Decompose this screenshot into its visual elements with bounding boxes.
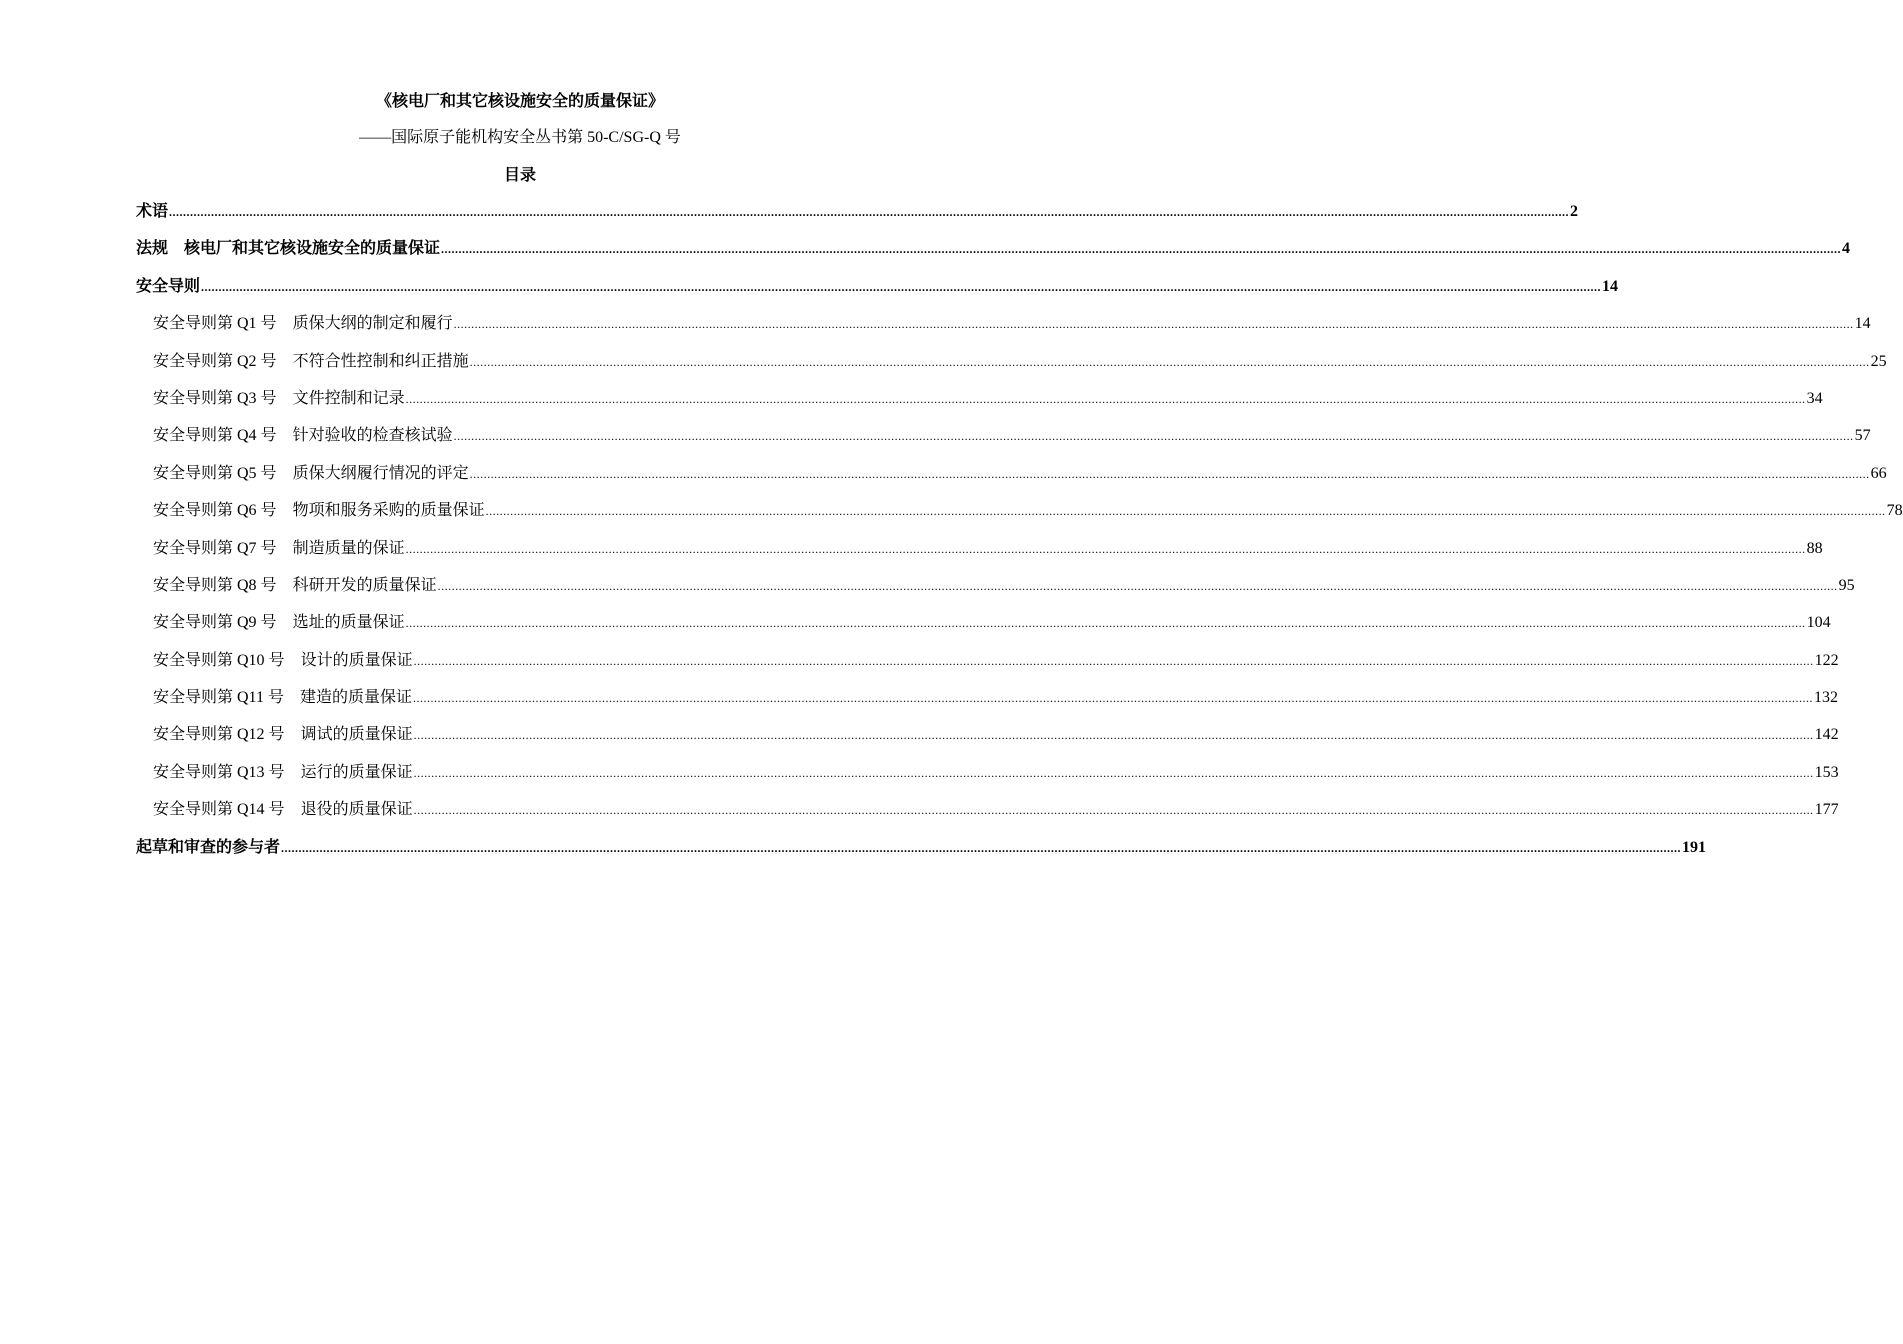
toc-entry[interactable] [136,463,1887,500]
toc-entry-page-number: 25 [1870,352,1887,370]
toc-entry-label [153,388,405,410]
toc-entry[interactable] [136,238,1851,275]
toc-dot-leader: ................................................................................................................................................................................................................................................................................................................................................................................................................ [201,279,1602,294]
toc-entry-page-number: 122 [1814,651,1839,669]
toc-entry[interactable] [136,837,1707,874]
toc-entry-title: 科研开发的质量保证 [292,576,437,594]
toc-entry-code: 安全导则第 Q10 号 [153,651,285,669]
toc-entry-label [153,575,437,597]
toc-entry-page-number: 104 [1806,614,1831,632]
toc-entry-label [153,500,485,522]
toc-entry-code: 安全导则第 Q6 号 [153,502,277,520]
toc-entry-page-number: 153 [1814,763,1839,781]
toc-entry-label [136,201,168,223]
toc-entry-page-number: 4 [1842,240,1851,258]
toc-entry-code: 安全导则第 Q9 号 [153,614,277,632]
toc-entry-code: 安全导则第 Q2 号 [153,352,277,370]
toc-dot-leader: ................................................................................................................................................................................................................................................................................................................................................................................................................ [413,728,1814,743]
toc-entry[interactable] [136,799,1839,836]
toc-entry-title: 针对验收的检查核试验 [292,427,453,445]
toc-entry-code: 安全导则第 Q4 号 [153,427,277,445]
toc-dot-leader: ................................................................................................................................................................................................................................................................................................................................................................................................................ [469,466,1870,481]
toc-entry[interactable] [136,201,1579,238]
toc-entry-page-number: 2 [1570,203,1579,220]
toc-entry[interactable] [136,351,1887,388]
toc-entry-code: 安全导则第 Q5 号 [153,464,277,482]
toc-entry-page-number: 132 [1813,689,1838,707]
toc-dot-leader: ................................................................................................................................................................................................................................................................................................................................................................................................................ [441,242,1842,257]
toc-entry-label [153,724,413,746]
toc-entry[interactable] [136,388,1823,425]
toc-entry-code: 安全导则第 Q8 号 [153,576,277,594]
toc-entry-title: 不符合性控制和纠正措施 [292,352,469,370]
toc-entry-title: 选址的质量保证 [292,614,405,632]
toc-entry[interactable] [136,650,1839,687]
toc-entry-page-number: 88 [1806,539,1823,557]
toc-entry[interactable] [136,425,1871,462]
toc-entry[interactable] [136,612,1831,649]
toc-dot-leader: ................................................................................................................................................................................................................................................................................................................................................................................................................ [469,354,1870,369]
toc-dot-leader: ................................................................................................................................................................................................................................................................................................................................................................................................................ [405,541,1806,556]
toc-entry[interactable] [136,276,1619,313]
toc-entry-label [153,351,469,373]
toc-entry[interactable] [136,724,1839,761]
toc-entry-label [153,538,405,560]
toc-entry-code: 安全导则第 Q7 号 [153,539,277,557]
toc-entry-title: 调试的质量保证 [300,726,413,744]
toc-dot-leader: ................................................................................................................................................................................................................................................................................................................................................................................................................ [485,504,1886,519]
toc-entry[interactable] [136,762,1839,799]
toc-entry-code: 术语 [136,203,169,220]
document-subtitle: ——国际原子能机构安全丛书第 50-C/SG-Q 号 [359,129,681,146]
toc-entry-code: 法规 [136,240,169,258]
toc-entry-page-number: 95 [1838,576,1855,594]
toc-entry-title: 设计的质量保证 [300,651,413,669]
toc-entry-title: 制造质量的保证 [292,539,405,557]
toc-entry[interactable] [136,538,1823,575]
toc-entry-code: 起草和审查的参与者 [136,838,281,856]
toc-dot-leader: ................................................................................................................................................................................................................................................................................................................................................................................................................ [413,765,1814,780]
toc-dot-leader: ................................................................................................................................................................................................................................................................................................................................................................................................................ [412,691,1813,706]
toc-entry[interactable] [136,313,1871,350]
toc-entry-code: 安全导则 [136,277,201,295]
toc-dot-leader: ................................................................................................................................................................................................................................................................................................................................................................................................................ [405,391,1806,406]
toc-entry-label [153,313,453,335]
toc-dot-leader: ................................................................................................................................................................................................................................................................................................................................................................................................................ [453,429,1854,444]
toc-entry[interactable] [136,687,1838,724]
toc-entry-page-number: 78 [1886,502,1903,520]
document-title: 《核电厂和其它核设施安全的质量保证》 [375,93,664,110]
table-of-contents [136,201,1903,874]
toc-entry-title: 质保大纲的制定和履行 [292,315,453,333]
toc-entry-title: 文件控制和记录 [292,389,405,407]
toc-dot-leader: ................................................................................................................................................................................................................................................................................................................................................................................................................ [437,578,1838,593]
toc-entry-label [153,650,413,672]
toc-entry-code: 安全导则第 Q1 号 [153,315,277,333]
toc-entry-page-number: 191 [1682,838,1707,856]
toc-heading: 目录 [503,167,536,184]
toc-dot-leader: ................................................................................................................................................................................................................................................................................................................................................................................................................ [413,803,1814,818]
toc-entry-page-number: 34 [1806,389,1823,407]
toc-entry-label [136,238,440,260]
toc-entry-code: 安全导则第 Q13 号 [153,763,285,781]
toc-entry-label [153,425,453,447]
toc-entry-code: 安全导则第 Q3 号 [153,389,277,407]
toc-entry-page-number: 66 [1870,464,1887,482]
toc-entry-title: 质保大纲履行情况的评定 [292,464,469,482]
toc-entry-label [153,463,469,485]
toc-entry-page-number: 177 [1814,801,1839,819]
toc-entry-title: 物项和服务采购的质量保证 [292,502,485,520]
toc-dot-leader: ................................................................................................................................................................................................................................................................................................................................................................................................................ [453,317,1854,332]
toc-entry-title: 核电厂和其它核设施安全的质量保证 [184,240,441,258]
toc-entry-page-number: 57 [1854,427,1871,445]
toc-entry[interactable] [136,575,1855,612]
toc-entry-code: 安全导则第 Q14 号 [153,801,285,819]
toc-entry-label [153,612,405,634]
toc-entry-label [153,687,412,709]
toc-dot-leader: ................................................................................................................................................................................................................................................................................................................................................................................................................ [413,653,1814,668]
toc-entry-title: 退役的质量保证 [300,801,413,819]
toc-dot-leader: ................................................................................................................................................................................................................................................................................................................................................................................................................ [281,840,1682,855]
toc-entry-label [136,837,280,859]
toc-dot-leader: ................................................................................................................................................................................................................................................................................................................................................................................................................ [405,616,1806,631]
toc-entry-page-number: 14 [1854,315,1871,333]
toc-entry-label [153,762,413,784]
toc-entry-page-number: 14 [1602,277,1619,295]
toc-entry-code: 安全导则第 Q12 号 [153,726,285,744]
toc-entry[interactable] [136,500,1903,537]
toc-entry-title: 建造的质量保证 [299,689,412,707]
toc-entry-label [153,799,413,821]
toc-entry-label [136,276,200,298]
toc-entry-page-number: 142 [1814,726,1839,744]
toc-entry-code: 安全导则第 Q11 号 [153,689,284,707]
toc-entry-title: 运行的质量保证 [300,763,413,781]
toc-dot-leader: ................................................................................................................................................................................................................................................................................................................................................................................................................ [169,205,1570,219]
